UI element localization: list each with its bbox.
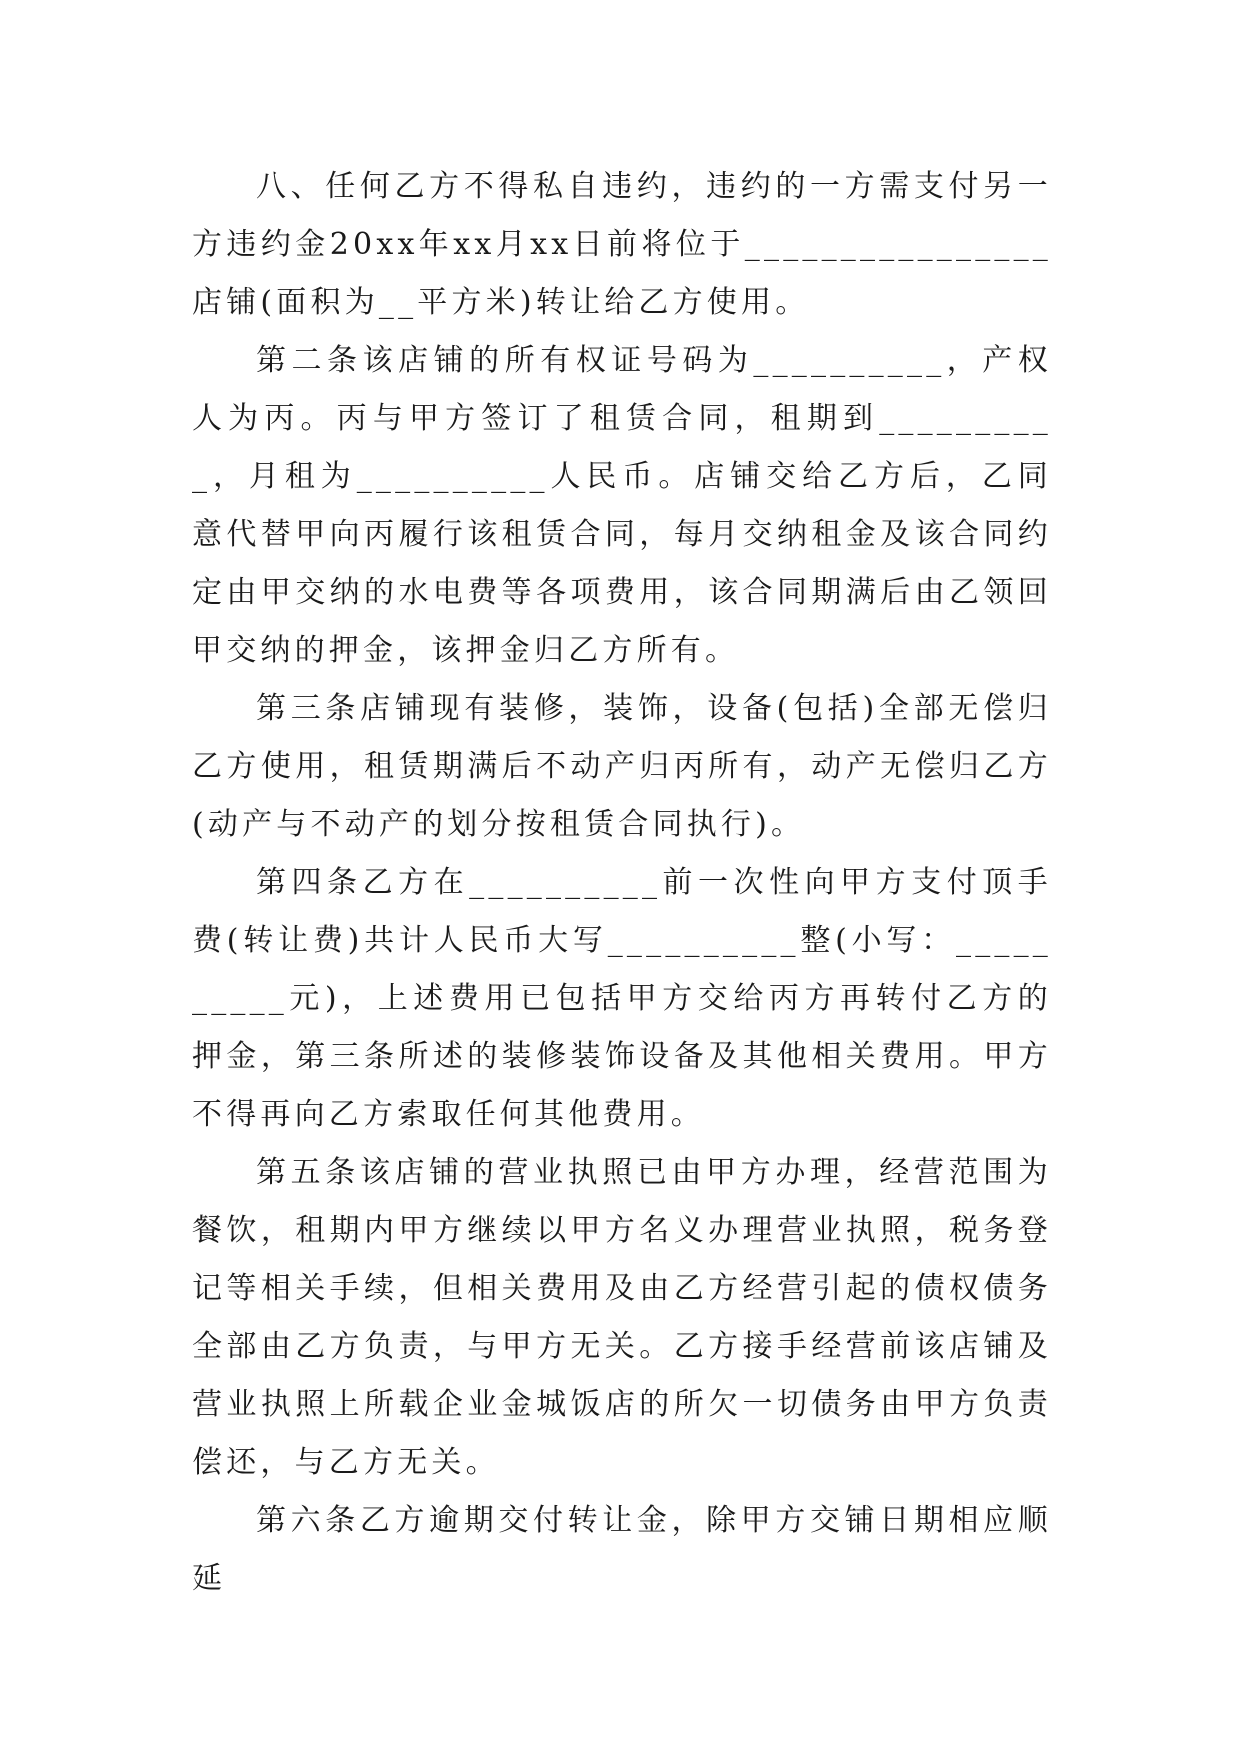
paragraph-article-3: 第三条店铺现有装修，装饰，设备(包括)全部无偿归乙方使用，租赁期满后不动产归丙所有，动产无偿归乙方(动产与不动产的划分按租赁合同执行)。 <box>192 691 1052 842</box>
document-page <box>192 158 1052 1608</box>
paragraph-article-2: 第二条该店铺的所有权证号码为__________，产权人为丙。丙与甲方签订了租赁合同，租期到__________，月租为__________人民币。店铺交给乙方后，乙同意代替甲向丙履行该租赁合同，每月交纳租金及该合同约定由甲交纳的水电费等各项费用，该合同期满后由乙领回甲交纳的押金，该押金归乙方所有。 <box>192 343 1052 668</box>
paragraph-article-4: 第四条乙方在__________前一次性向甲方支付顶手费(转让费)共计人民币大写__________整(小写：__________元)，上述费用已包括甲方交给丙方再转付乙方的押金，第三条所述的装修装饰设备及其他相关费用。甲方不得再向乙方索取任何其他费用。 <box>192 865 1052 1132</box>
paragraph-article-6: 第六条乙方逾期交付转让金，除甲方交铺日期相应顺延 <box>192 1503 1052 1596</box>
paragraph-clause-8: 八、任何乙方不得私自违约，违约的一方需支付另一方违约金20xx年xx月xx日前将位于________________店铺(面积为__平方米)转让给乙方使用。 <box>192 169 1052 320</box>
paragraph-article-5: 第五条该店铺的营业执照已由甲方办理，经营范围为餐饮，租期内甲方继续以甲方名义办理营业执照，税务登记等相关手续，但相关费用及由乙方经营引起的债权债务全部由乙方负责，与甲方无关。乙方接手经营前该店铺及营业执照上所载企业金城饭店的所欠一切债务由甲方负责偿还，与乙方无关。 <box>192 1155 1052 1480</box>
